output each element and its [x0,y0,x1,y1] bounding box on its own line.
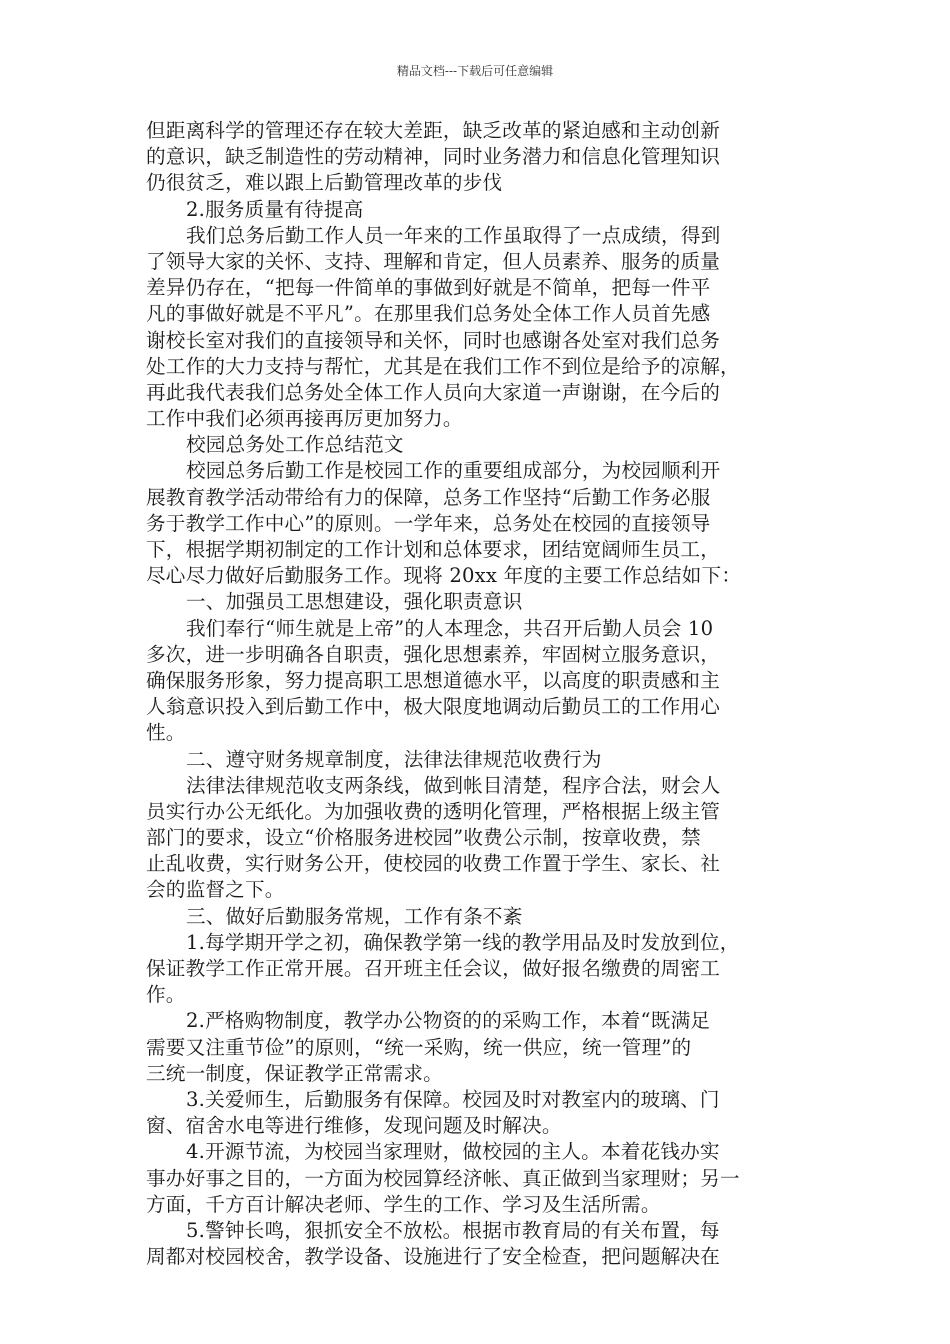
text-line: 再此我代表我们总务处全体工作人员向大家道一声谢谢，在今后的 [146,380,721,404]
text-line: 周都对校园校舍，教学设备、设施进行了安全检查，把问题解决在 [146,1245,721,1269]
text-line: 我们总务后勤工作人员一年来的工作虽取得了一点成绩，得到 [186,223,721,247]
text-line: 事办好事之目的，一方面为校园算经济帐、真正做到当家理财；另一 [146,1166,740,1190]
text-line: 1.每学期开学之初，确保教学第一线的教学用品及时发放到位， [186,930,740,954]
text-line: 需要又注重节俭”的原则，“统一采购，统一供应，统一管理”的 [146,1035,692,1059]
text-line: 员实行办公无纸化。为加强收费的透明化管理，严格根据上级主管 [146,799,721,823]
text-line: 止乱收费，实行财务公开，使校园的收费工作置于学生、家长、社 [146,852,721,876]
document-body [146,118,814,1270]
page-header: 精品文档---下载后可任意编辑 [396,64,554,78]
text-line: 4.开源节流，为校园当家理财，做校园的主人。本着花钱办实 [186,1140,720,1164]
text-line: 的意识，缺乏制造性的劳动精神，同时业务潜力和信息化管理知识 [146,145,721,169]
text-line: 多次，进一步明确各自职责，强化思想素养，牢固树立服务意识， [146,642,721,666]
text-line: 工作中我们必须再接再厉更加努力。 [146,407,463,431]
text-line: 一、加强员工思想建设，强化职责意识 [186,590,523,614]
text-line: 作。 [146,983,186,1007]
text-line: 三统一制度，保证教学正常需求。 [146,1061,443,1085]
text-line: 保证教学工作正常开展。召开班主任会议，做好报名缴费的周密工 [146,957,721,980]
text-line: 3.关爱师生，后勤服务有保障。校园及时对教室内的玻璃、门 [186,1087,720,1111]
text-line: 三、做好后勤服务常规，工作有条不紊 [186,904,523,928]
text-line: 性。 [146,721,186,745]
text-line: 部门的要求，设立“价格服务进校园”收费公示制，按章收费，禁 [146,826,701,850]
text-line: 尽心尽力做好后勤服务工作。现将 20xx 年度的主要工作总结如下： [146,564,742,588]
text-line: 2.服务质量有待提高 [186,197,364,221]
text-line: 法律法律规范收支两条线，做到帐目清楚，程序合法，财会人 [186,773,721,797]
text-line: 确保服务形象，努力提高职工思想道德水平，以高度的职责感和主 [146,668,721,692]
text-line: 窗、宿舍水电等进行维修，发现问题及时解决。 [146,1114,562,1138]
text-line: 谢校长室对我们的直接领导和关怀，同时也感谢各处室对我们总务 [146,328,721,352]
text-line: 了领导大家的关怀、支持、理解和肯定，但人员素养、服务的质量 [146,249,721,273]
text-line: 我们奉行“师生就是上帝”的人本理念，共召开后勤人员会 10 [186,616,714,640]
text-line: 5.警钟长鸣，狠抓安全不放松。根据市教育局的有关布置，每 [186,1218,720,1242]
text-line: 处工作的大力支持与帮忙，尤其是在我们工作不到位是给予的凉解， [146,354,740,378]
text-line: 但距离科学的管理还存在较大差距，缺乏改革的紧迫感和主动创新 [146,119,721,142]
text-line: 人翁意识投入到后勤工作中，极大限度地调动后勤员工的工作用心 [146,695,721,719]
text-line: 校园总务后勤工作是校园工作的重要组成部分，为校园顺利开 [186,459,721,483]
text-line: 校园总务处工作总结范文 [186,433,404,457]
text-line: 方面，千方百计解决老师、学生的工作、学习及生活所需。 [146,1192,661,1216]
text-line: 仍很贫乏，难以跟上后勤管理改革的步伐 [146,171,503,195]
text-line: 二、遵守财务规章制度，法律法律规范收费行为 [186,747,602,771]
text-line: 会的监督之下。 [146,878,285,902]
text-line: 展教育教学活动带给有力的保障，总务工作坚持“后勤工作务必服 [146,485,711,509]
text-line: 差异仍存在，“把每一件简单的事做到好就是不简单，把每一件平 [146,276,711,300]
text-line: 务于教学工作中心”的原则。一学年来，总务处在校园的直接领导 [146,511,711,535]
text-line: 2.严格购物制度，教学办公物资的的采购工作，本着“既满足 [186,1009,711,1033]
text-line: 下，根据学期初制定的工作计划和总体要求，团结宽阔师生员工， [146,538,721,561]
text-line: 凡的事做好就是不平凡”。在那里我们总务处全体工作人员首先感 [146,302,711,326]
